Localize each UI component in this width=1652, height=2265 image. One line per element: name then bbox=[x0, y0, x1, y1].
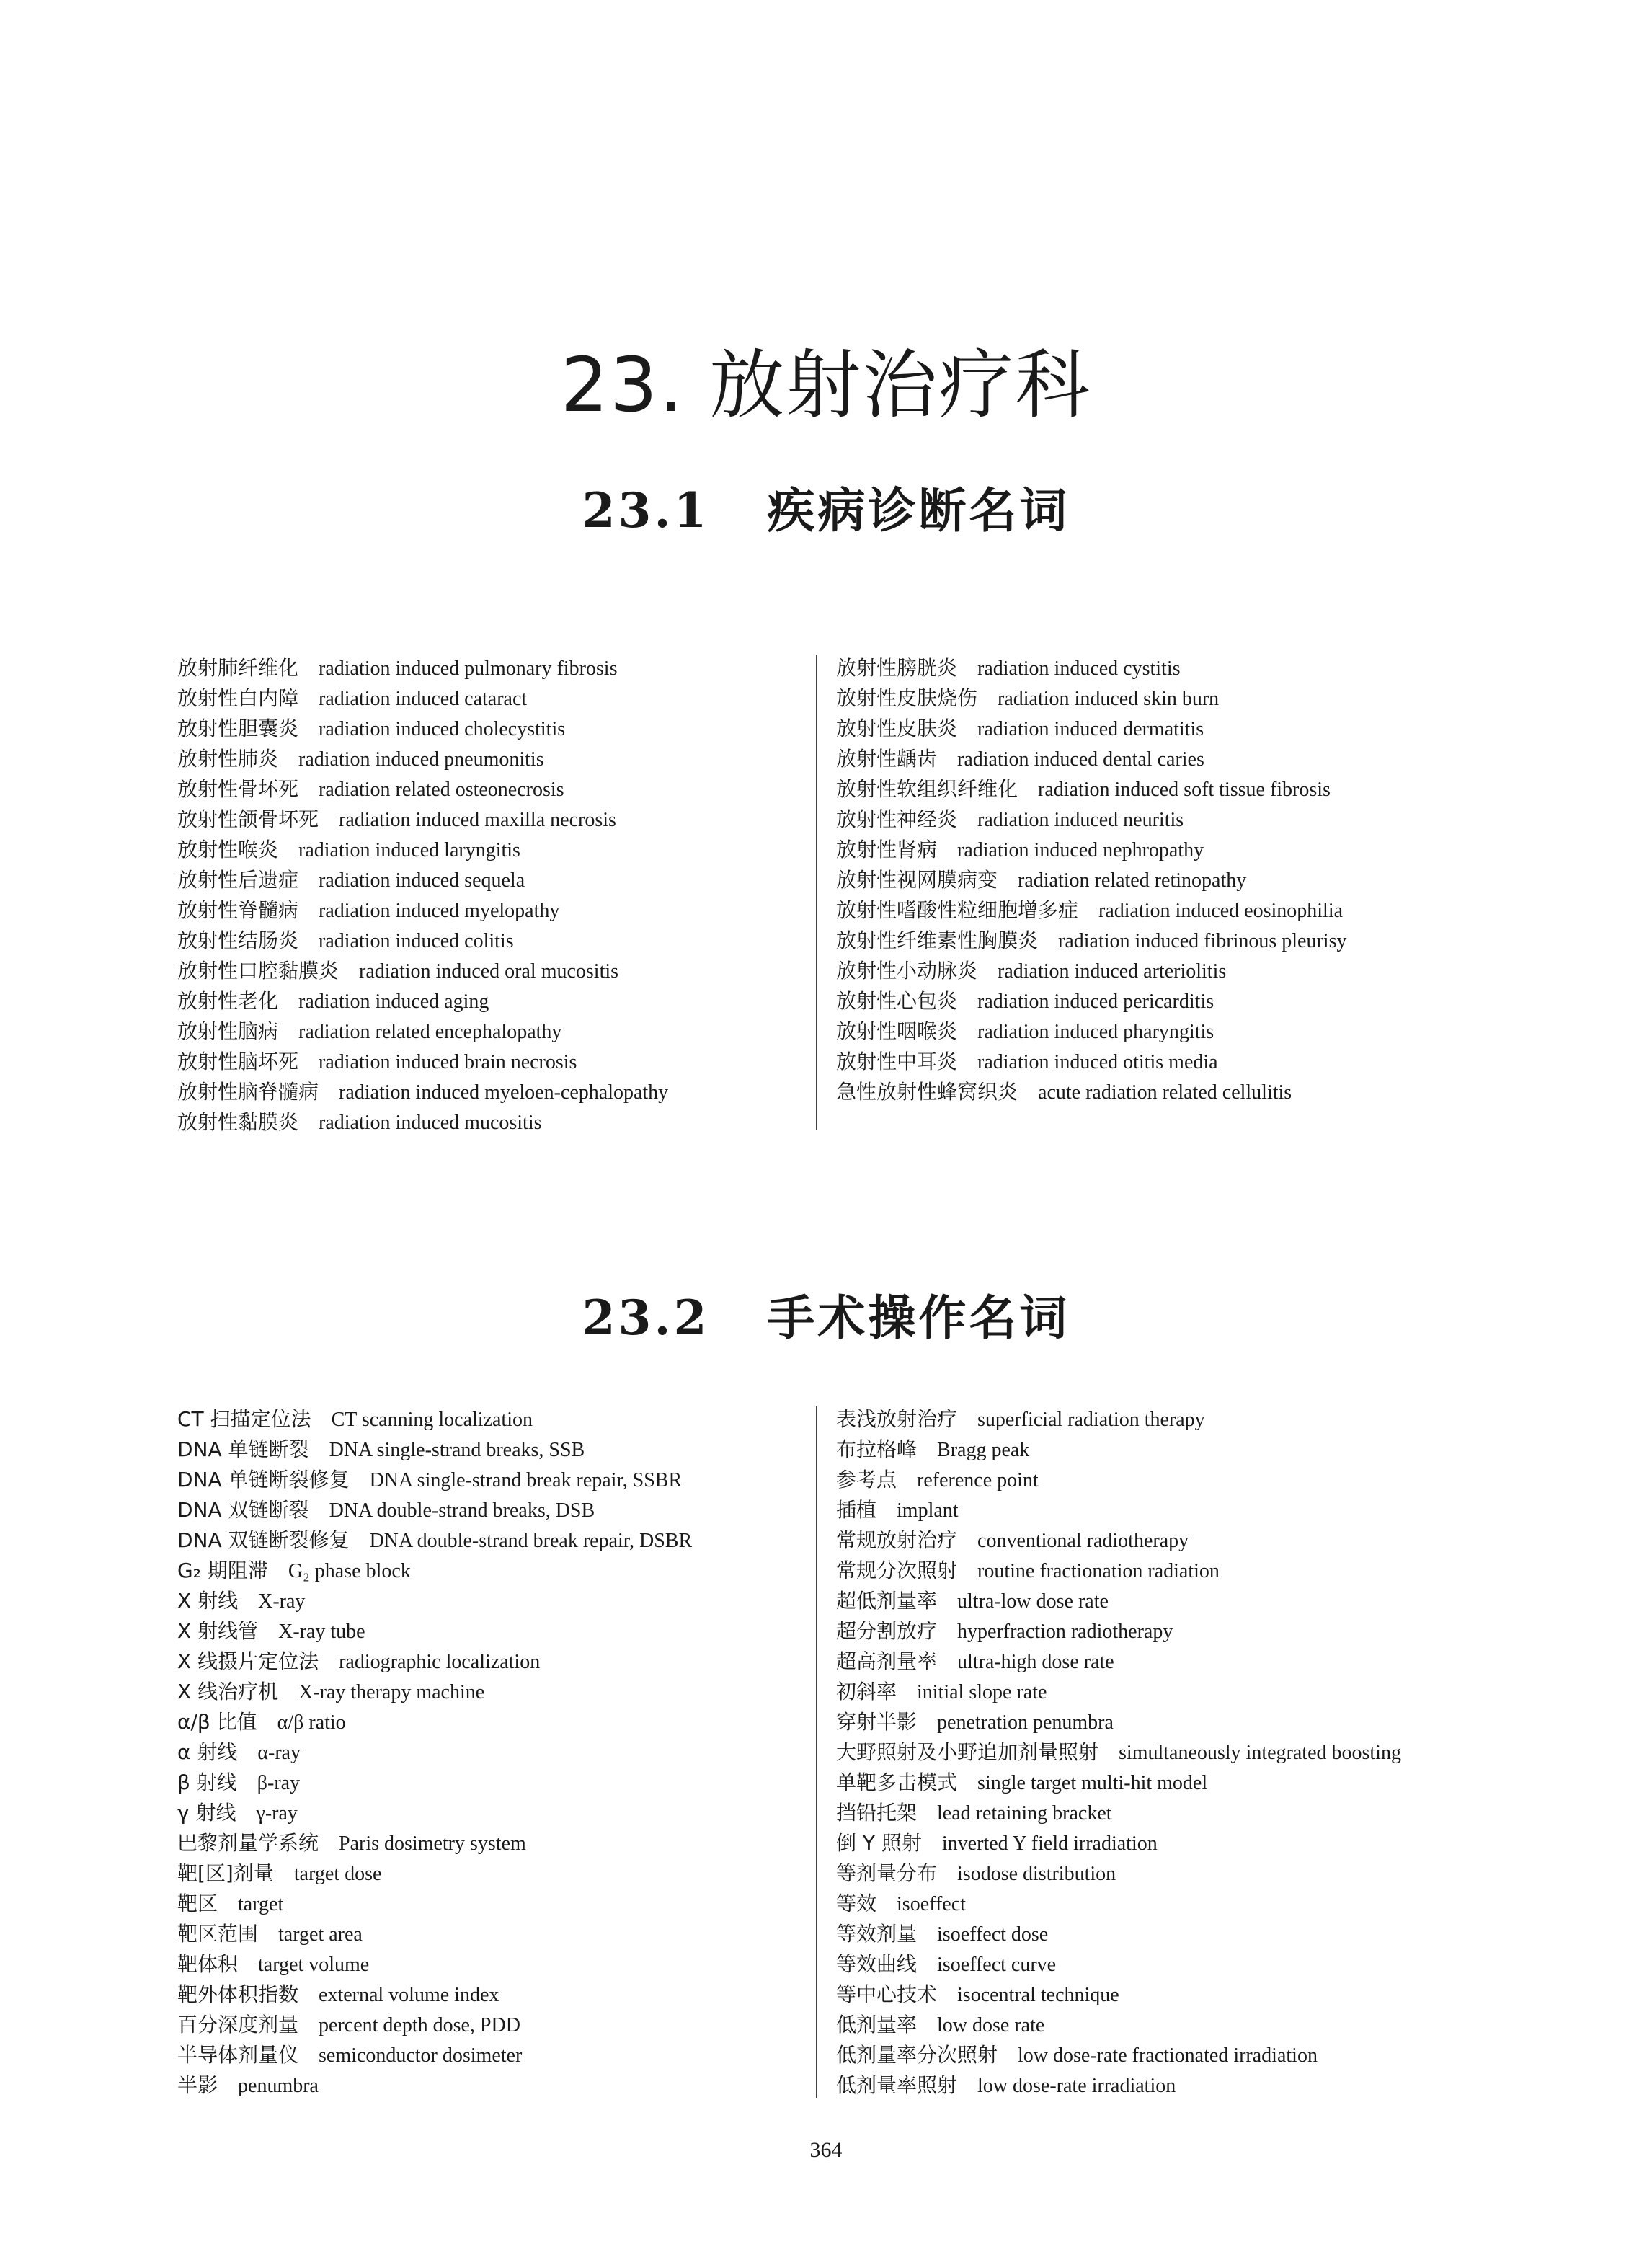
glossary-entry bbox=[836, 1707, 1401, 1737]
term-en: routine fractionation radiation bbox=[977, 1560, 1220, 1582]
term-zh: 放射性皮肤炎 bbox=[836, 717, 958, 740]
glossary-entry bbox=[177, 1404, 692, 1435]
term-zh: 巴黎剂量学系统 bbox=[177, 1831, 319, 1855]
glossary-entry bbox=[836, 653, 1346, 683]
term-zh: 放射性白内障 bbox=[177, 686, 299, 710]
glossary-entry bbox=[177, 1858, 692, 1889]
term-en: isoeffect bbox=[897, 1893, 966, 1915]
glossary-entry bbox=[177, 1525, 692, 1556]
term-en: radiation related retinopathy bbox=[1018, 869, 1247, 892]
glossary-column-left bbox=[177, 653, 668, 1138]
glossary-entry bbox=[836, 1465, 1401, 1495]
term-en: radiation related osteonecrosis bbox=[319, 779, 564, 801]
glossary-entry bbox=[836, 1980, 1401, 2010]
term-zh: DNA 单链断裂修复 bbox=[177, 1468, 350, 1491]
glossary-entry bbox=[836, 774, 1346, 805]
term-en: CT scanning localization bbox=[331, 1409, 533, 1431]
glossary-entry bbox=[177, 1016, 668, 1047]
term-zh: α/β 比值 bbox=[177, 1710, 257, 1734]
glossary-entry bbox=[177, 1889, 692, 1919]
term-zh: 放射性视网膜病变 bbox=[836, 868, 998, 892]
term-en: radiation induced skin burn bbox=[998, 688, 1220, 710]
glossary-entry bbox=[836, 1404, 1401, 1435]
term-en: X-ray bbox=[258, 1590, 306, 1613]
term-en: radiation induced cystitis bbox=[977, 657, 1181, 680]
glossary-entry bbox=[836, 2010, 1401, 2040]
term-zh: 等中心技术 bbox=[836, 1982, 938, 2006]
term-zh: 放射性脑坏死 bbox=[177, 1050, 299, 1073]
glossary-entry bbox=[177, 2040, 692, 2070]
term-zh: DNA 双链断裂修复 bbox=[177, 1528, 350, 1552]
term-zh: 放射肺纤维化 bbox=[177, 656, 299, 680]
term-en: radiation induced pulmonary fibrosis bbox=[319, 657, 618, 680]
term-en: radiation induced pneumonitis bbox=[298, 748, 544, 771]
term-zh: 靶外体积指数 bbox=[177, 1982, 299, 2006]
term-en: low dose rate bbox=[937, 2014, 1045, 2036]
term-en: X-ray therapy machine bbox=[298, 1681, 485, 1703]
glossary-entry bbox=[177, 865, 668, 895]
term-en: conventional radiotherapy bbox=[977, 1530, 1189, 1552]
term-zh: 放射性膀胱炎 bbox=[836, 656, 958, 680]
section-heading: 疾病诊断名词 bbox=[767, 482, 1070, 538]
term-en: radiation induced nephropathy bbox=[957, 839, 1204, 861]
term-zh: 放射性中耳炎 bbox=[836, 1050, 958, 1073]
term-en: radiation induced myeloen-cephalopathy bbox=[339, 1081, 669, 1104]
glossary-entry bbox=[836, 1616, 1401, 1646]
glossary-entry bbox=[177, 835, 668, 865]
term-en: target volume bbox=[258, 1954, 370, 1976]
glossary-entry bbox=[836, 1798, 1401, 1828]
term-en: radiation induced colitis bbox=[319, 930, 514, 952]
glossary-entry bbox=[177, 774, 668, 805]
term-en: target dose bbox=[293, 1863, 382, 1885]
term-zh: 倒 Y 照射 bbox=[836, 1831, 922, 1855]
term-zh: 放射性脑脊髓病 bbox=[177, 1080, 319, 1104]
term-zh: 等效 bbox=[836, 1892, 877, 1915]
glossary-entry bbox=[177, 1980, 692, 2010]
term-zh: 低剂量率照射 bbox=[836, 2073, 958, 2097]
term-en: α/β ratio bbox=[277, 1711, 346, 1734]
glossary-entry bbox=[177, 1047, 668, 1077]
term-en: radiation induced maxilla necrosis bbox=[339, 809, 616, 831]
term-en: α-ray bbox=[257, 1742, 301, 1764]
glossary-entry bbox=[836, 1495, 1401, 1525]
term-en: radiation induced mucositis bbox=[319, 1112, 542, 1134]
term-en: DNA double-strand breaks, DSB bbox=[329, 1499, 595, 1522]
term-en: lead retaining bracket bbox=[937, 1802, 1112, 1825]
glossary-entry bbox=[836, 1047, 1346, 1077]
term-zh: 放射性纤维素性胸膜炎 bbox=[836, 928, 1039, 952]
glossary-entry bbox=[836, 683, 1346, 714]
term-zh: 放射性软组织纤维化 bbox=[836, 777, 1018, 801]
term-zh: 布拉格峰 bbox=[836, 1437, 918, 1461]
glossary-entry bbox=[836, 1858, 1401, 1889]
term-en: DNA single-strand breaks, SSB bbox=[329, 1439, 585, 1461]
glossary-entry bbox=[836, 1646, 1401, 1677]
term-zh: 靶区 bbox=[177, 1892, 218, 1915]
term-en: low dose-rate fractionated irradiation bbox=[1018, 2044, 1318, 2067]
glossary-entry bbox=[836, 1737, 1401, 1768]
glossary-entry bbox=[177, 1798, 692, 1828]
term-zh: 靶[区]剂量 bbox=[177, 1861, 274, 1885]
term-en: Paris dosimetry system bbox=[339, 1832, 526, 1855]
term-en: percent depth dose, PDD bbox=[319, 2014, 520, 2036]
section-heading: 手术操作名词 bbox=[767, 1289, 1070, 1346]
glossary-entry bbox=[177, 1677, 692, 1707]
term-zh: 放射性脊髓病 bbox=[177, 898, 299, 922]
term-en: radiation induced arteriolitis bbox=[998, 960, 1227, 983]
term-en: inverted Y field irradiation bbox=[941, 1832, 1158, 1855]
glossary-entry bbox=[177, 744, 668, 774]
term-en: isocentral technique bbox=[957, 1984, 1119, 2006]
term-zh: 放射性脑病 bbox=[177, 1019, 279, 1043]
term-zh: 超高剂量率 bbox=[836, 1649, 938, 1673]
glossary-entry bbox=[836, 865, 1346, 895]
term-en: radiation induced soft tissue fibrosis bbox=[1038, 779, 1331, 801]
term-en: radiation induced oral mucositis bbox=[359, 960, 619, 983]
glossary-entry bbox=[177, 683, 668, 714]
term-en: radiation induced brain necrosis bbox=[319, 1051, 577, 1073]
term-zh: X 线摄片定位法 bbox=[177, 1649, 319, 1673]
glossary-entry bbox=[177, 653, 668, 683]
glossary-entry bbox=[177, 2010, 692, 2040]
term-zh: β 射线 bbox=[177, 1770, 237, 1794]
term-zh: 放射性肺炎 bbox=[177, 747, 279, 771]
term-zh: 放射性心包炎 bbox=[836, 989, 958, 1013]
term-zh: 放射性小动脉炎 bbox=[836, 959, 978, 983]
term-zh: 单靶多击模式 bbox=[836, 1770, 958, 1794]
term-zh: 半导体剂量仪 bbox=[177, 2043, 299, 2067]
glossary-entry bbox=[177, 1768, 692, 1798]
term-zh: 放射性皮肤烧伤 bbox=[836, 686, 978, 710]
section-number: 23.2 bbox=[582, 1289, 710, 1346]
term-en: acute radiation related cellulitis bbox=[1038, 1081, 1292, 1104]
glossary-entry bbox=[177, 895, 668, 926]
section-title-23-2 bbox=[0, 1280, 1652, 1348]
term-zh: 靶体积 bbox=[177, 1952, 239, 1976]
glossary-entry bbox=[177, 1556, 692, 1586]
glossary-entry bbox=[177, 1586, 692, 1616]
term-zh: 放射性喉炎 bbox=[177, 838, 279, 861]
glossary-entry bbox=[177, 1828, 692, 1858]
term-zh: 表浅放射治疗 bbox=[836, 1407, 958, 1431]
term-en: ultra-high dose rate bbox=[957, 1651, 1114, 1673]
glossary-entry bbox=[177, 2070, 692, 2101]
term-zh: X 线治疗机 bbox=[177, 1680, 279, 1703]
term-en: radiation induced neuritis bbox=[977, 809, 1184, 831]
term-zh: 放射性结肠炎 bbox=[177, 928, 299, 952]
glossary-entry bbox=[177, 1107, 668, 1138]
term-en: ultra-low dose rate bbox=[957, 1590, 1109, 1613]
glossary-entry bbox=[177, 986, 668, 1016]
term-zh: 大野照射及小野追加剂量照射 bbox=[836, 1740, 1099, 1764]
glossary-column-right bbox=[836, 653, 1346, 1107]
glossary-entry bbox=[177, 1646, 692, 1677]
glossary-entry bbox=[177, 1435, 692, 1465]
glossary-entry bbox=[177, 1707, 692, 1737]
term-en: radiation induced laryngitis bbox=[298, 839, 520, 861]
term-zh: CT 扫描定位法 bbox=[177, 1407, 311, 1431]
term-zh: 放射性骨坏死 bbox=[177, 777, 299, 801]
glossary-entry bbox=[836, 926, 1346, 956]
glossary-entry bbox=[836, 1525, 1401, 1556]
term-en: radiation induced otitis media bbox=[977, 1051, 1218, 1073]
glossary-entry bbox=[177, 805, 668, 835]
term-en: target area bbox=[278, 1923, 363, 1946]
glossary-entry bbox=[177, 1495, 692, 1525]
term-zh: 放射性神经炎 bbox=[836, 807, 958, 831]
term-zh: 常规放射治疗 bbox=[836, 1528, 958, 1552]
term-en: radiation induced aging bbox=[298, 990, 489, 1013]
term-en: radiation induced myelopathy bbox=[319, 900, 560, 922]
term-en: radiographic localization bbox=[339, 1651, 541, 1673]
term-en: hyperfraction radiotherapy bbox=[957, 1621, 1173, 1643]
term-zh: γ 射线 bbox=[177, 1801, 236, 1825]
glossary-entry bbox=[177, 1465, 692, 1495]
term-zh: 低剂量率 bbox=[836, 2013, 918, 2036]
column-divider bbox=[816, 1406, 817, 2098]
term-en: simultaneously integrated boosting bbox=[1119, 1742, 1401, 1764]
glossary-entry bbox=[177, 926, 668, 956]
term-en: radiation induced dental caries bbox=[957, 748, 1204, 771]
glossary-entry bbox=[177, 956, 668, 986]
term-zh: 等剂量分布 bbox=[836, 1861, 938, 1885]
term-en: Bragg peak bbox=[937, 1439, 1030, 1461]
term-en: external volume index bbox=[319, 1984, 499, 2006]
glossary-entry bbox=[836, 2040, 1401, 2070]
term-zh: 放射性老化 bbox=[177, 989, 279, 1013]
glossary-entry bbox=[836, 1677, 1401, 1707]
term-en: radiation induced cholecystitis bbox=[319, 718, 566, 740]
term-zh: 放射性黏膜炎 bbox=[177, 1110, 299, 1134]
glossary-column-right bbox=[836, 1404, 1401, 2101]
term-zh: X 射线 bbox=[177, 1589, 239, 1613]
term-zh: DNA 双链断裂 bbox=[177, 1498, 309, 1522]
glossary-entry bbox=[836, 744, 1346, 774]
term-en: superficial radiation therapy bbox=[977, 1409, 1205, 1431]
glossary-entry bbox=[836, 1586, 1401, 1616]
term-en: DNA single-strand break repair, SSBR bbox=[369, 1469, 683, 1491]
term-zh: 超分割放疗 bbox=[836, 1619, 938, 1643]
glossary-entry bbox=[177, 1949, 692, 1980]
term-zh: 放射性龋齿 bbox=[836, 747, 938, 771]
term-en: penumbra bbox=[238, 2075, 319, 2097]
glossary-entry bbox=[836, 1077, 1346, 1107]
term-zh: 半影 bbox=[177, 2073, 218, 2097]
term-zh: 挡铅托架 bbox=[836, 1801, 918, 1825]
glossary-entry bbox=[177, 1919, 692, 1949]
glossary-entry bbox=[836, 1949, 1401, 1980]
glossary-entry bbox=[836, 2070, 1401, 2101]
term-zh: 靶区范围 bbox=[177, 1922, 259, 1946]
term-en: radiation induced cataract bbox=[319, 688, 528, 710]
term-zh: α 射线 bbox=[177, 1740, 238, 1764]
glossary-entry bbox=[836, 1919, 1401, 1949]
term-en: radiation induced pericarditis bbox=[977, 990, 1214, 1013]
glossary-entry bbox=[836, 1828, 1401, 1858]
term-en: isoeffect dose bbox=[937, 1923, 1049, 1946]
term-en: penetration penumbra bbox=[937, 1711, 1114, 1734]
term-zh: 放射性颌骨坏死 bbox=[177, 807, 319, 831]
glossary-entry bbox=[836, 1768, 1401, 1798]
term-zh: 放射性口腔黏膜炎 bbox=[177, 959, 339, 983]
term-zh: 放射性后遗症 bbox=[177, 868, 299, 892]
term-zh: 百分深度剂量 bbox=[177, 2013, 299, 2036]
term-zh: 低剂量率分次照射 bbox=[836, 2043, 998, 2067]
term-zh: 急性放射性蜂窝织炎 bbox=[836, 1080, 1018, 1104]
term-en: radiation related encephalopathy bbox=[298, 1021, 562, 1043]
term-zh: DNA 单链断裂 bbox=[177, 1437, 309, 1461]
term-en: isoeffect curve bbox=[937, 1954, 1057, 1976]
term-zh: 超低剂量率 bbox=[836, 1589, 938, 1613]
term-en: isodose distribution bbox=[957, 1863, 1116, 1885]
term-zh: 常规分次照射 bbox=[836, 1559, 958, 1582]
term-en: low dose-rate irradiation bbox=[977, 2075, 1176, 2097]
term-zh: 等效曲线 bbox=[836, 1952, 918, 1976]
term-zh: G₂ 期阻滞 bbox=[177, 1559, 268, 1582]
glossary-entry bbox=[836, 835, 1346, 865]
term-zh: 放射性胆囊炎 bbox=[177, 717, 299, 740]
term-zh: 参考点 bbox=[836, 1468, 897, 1491]
term-en: semiconductor dosimeter bbox=[319, 2044, 523, 2067]
term-en: DNA double-strand break repair, DSBR bbox=[369, 1530, 693, 1552]
glossary-entry bbox=[177, 1077, 668, 1107]
term-zh: 初斜率 bbox=[836, 1680, 897, 1703]
glossary-entry bbox=[177, 714, 668, 744]
term-zh: 插植 bbox=[836, 1498, 877, 1522]
term-en: G₂ phase block bbox=[288, 1560, 411, 1582]
term-en: radiation induced pharyngitis bbox=[977, 1021, 1214, 1043]
glossary-entry bbox=[836, 714, 1346, 744]
page-number: 364 bbox=[809, 2138, 843, 2162]
term-zh: 放射性咽喉炎 bbox=[836, 1019, 958, 1043]
term-en: radiation induced dermatitis bbox=[977, 718, 1204, 740]
term-zh: X 射线管 bbox=[177, 1619, 259, 1643]
term-zh: 等效剂量 bbox=[836, 1922, 918, 1946]
term-zh: 放射性肾病 bbox=[836, 838, 938, 861]
glossary-entry bbox=[836, 986, 1346, 1016]
glossary-entry bbox=[836, 895, 1346, 926]
chapter-title: 23. 放射治疗科 bbox=[560, 340, 1092, 429]
term-en: implant bbox=[897, 1499, 959, 1522]
term-en: initial slope rate bbox=[917, 1681, 1047, 1703]
term-zh: 放射性嗜酸性粒细胞增多症 bbox=[836, 898, 1079, 922]
section-number: 23.1 bbox=[582, 482, 710, 538]
glossary-entry bbox=[177, 1616, 692, 1646]
section-title-23-1 bbox=[0, 472, 1652, 541]
glossary-entry bbox=[836, 1889, 1401, 1919]
glossary-entry bbox=[177, 1737, 692, 1768]
glossary-column-left bbox=[177, 1404, 692, 2101]
column-divider bbox=[816, 655, 817, 1130]
term-en: reference point bbox=[917, 1469, 1039, 1491]
term-en: radiation induced eosinophilia bbox=[1098, 900, 1344, 922]
glossary-entry bbox=[836, 805, 1346, 835]
term-en: radiation induced sequela bbox=[319, 869, 525, 892]
glossary-entry bbox=[836, 1556, 1401, 1586]
glossary-entry bbox=[836, 1435, 1401, 1465]
term-zh: 穿射半影 bbox=[836, 1710, 918, 1734]
glossary-entry bbox=[836, 956, 1346, 986]
term-en: target bbox=[238, 1893, 284, 1915]
term-en: β-ray bbox=[257, 1772, 301, 1794]
glossary-entry bbox=[836, 1016, 1346, 1047]
term-en: radiation induced fibrinous pleurisy bbox=[1058, 930, 1347, 952]
term-en: single target multi-hit model bbox=[977, 1772, 1208, 1794]
term-en: γ-ray bbox=[256, 1802, 298, 1825]
term-en: X-ray tube bbox=[278, 1621, 365, 1643]
